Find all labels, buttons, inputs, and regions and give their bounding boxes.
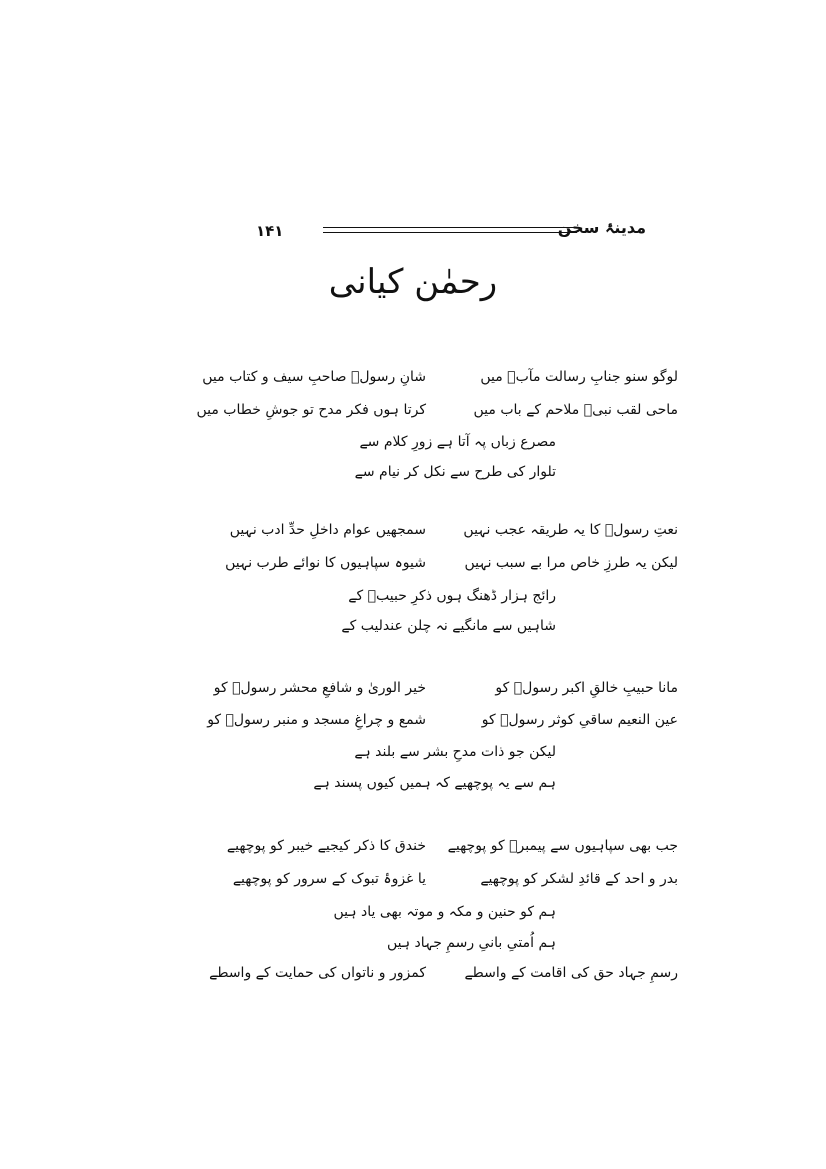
verse-right: عین النعیم ساقیِ کوثر رسولؐ کو xyxy=(481,712,678,728)
closing-line: لیکن جو ذات مدحِ بشر سے بلند ہے xyxy=(354,744,556,760)
header-rule-bottom xyxy=(323,232,577,233)
verse-right: جب بھی سپاہیوں سے پیمبرؐ کو پوچھیے xyxy=(447,838,678,854)
closing-line: ہم سے یہ پوچھیے کہ ہمیں کیوں پسند ہے xyxy=(313,775,556,791)
header-rule-top xyxy=(323,227,577,228)
closing-line: مصرع زباں پہ آتا ہے زورِ کلام سے xyxy=(359,434,556,450)
verse-right: مانا حبیبِ خالقِ اکبر رسولؐ کو xyxy=(495,680,678,696)
verse-right: لوگو سنو جنابِ رسالت مآبؐ میں xyxy=(480,369,678,385)
verse-left: سمجھیں عوام داخلِ حدِّ ادب نہیں xyxy=(229,522,426,538)
running-head: مدینۂ سخن xyxy=(557,218,646,237)
verse-left: شمع و چراغِ مسجد و منبر رسولؐ کو xyxy=(207,712,426,728)
closing-line: ہم اُمتیِ بانیِ رسمِ جہاد ہیں xyxy=(386,935,556,951)
closing-line: شاہیں سے مانگیے نہ چلن عندلیب کے xyxy=(341,618,556,634)
closing-line: ہم کو حنین و مکہ و موتہ بھی یاد ہیں xyxy=(333,904,556,920)
verse-left: خیر الوریٰ و شافعِ محشر رسولؐ کو xyxy=(213,680,426,696)
verse-left: یا غزوۂ تبوک کے سرور کو پوچھیے xyxy=(232,871,426,887)
verse-right: بدر و احد کے قائدِ لشکر کو پوچھیے xyxy=(480,871,678,887)
verse-right: ماحی لقب نبیؐ ملاحم کے باب میں xyxy=(473,402,678,418)
page-number: ۱۴۱ xyxy=(256,222,284,240)
author-title: رحمٰن کیانی xyxy=(328,262,498,302)
verse-left: خندق کا ذکر کیجیے خیبر کو پوچھیے xyxy=(226,838,426,854)
verse-right: رسمِ جہاد حق کی اقامت کے واسطے xyxy=(464,965,678,981)
closing-line: تلوار کی طرح سے نکل کر نیام سے xyxy=(354,464,556,480)
verse-right: نعتِ رسولؐ کا یہ طریقہ عجب نہیں xyxy=(463,522,678,538)
verse-left: شیوہ سپاہیوں کا نوائے طرب نہیں xyxy=(225,555,426,571)
verse-right: لیکن یہ طرزِ خاص مرا بے سبب نہیں xyxy=(464,555,678,571)
verse-left: کرتا ہوں فکر مدح تو جوشِ خطاب میں xyxy=(196,402,426,418)
verse-left: کمزور و ناتواں کی حمایت کے واسطے xyxy=(209,965,426,981)
closing-line: رائج ہزار ڈھنگ ہوں ذکرِ حبیبؐ کے xyxy=(348,588,556,604)
verse-left: شانِ رسولؐ صاحبِ سیف و کتاب میں xyxy=(202,369,426,385)
